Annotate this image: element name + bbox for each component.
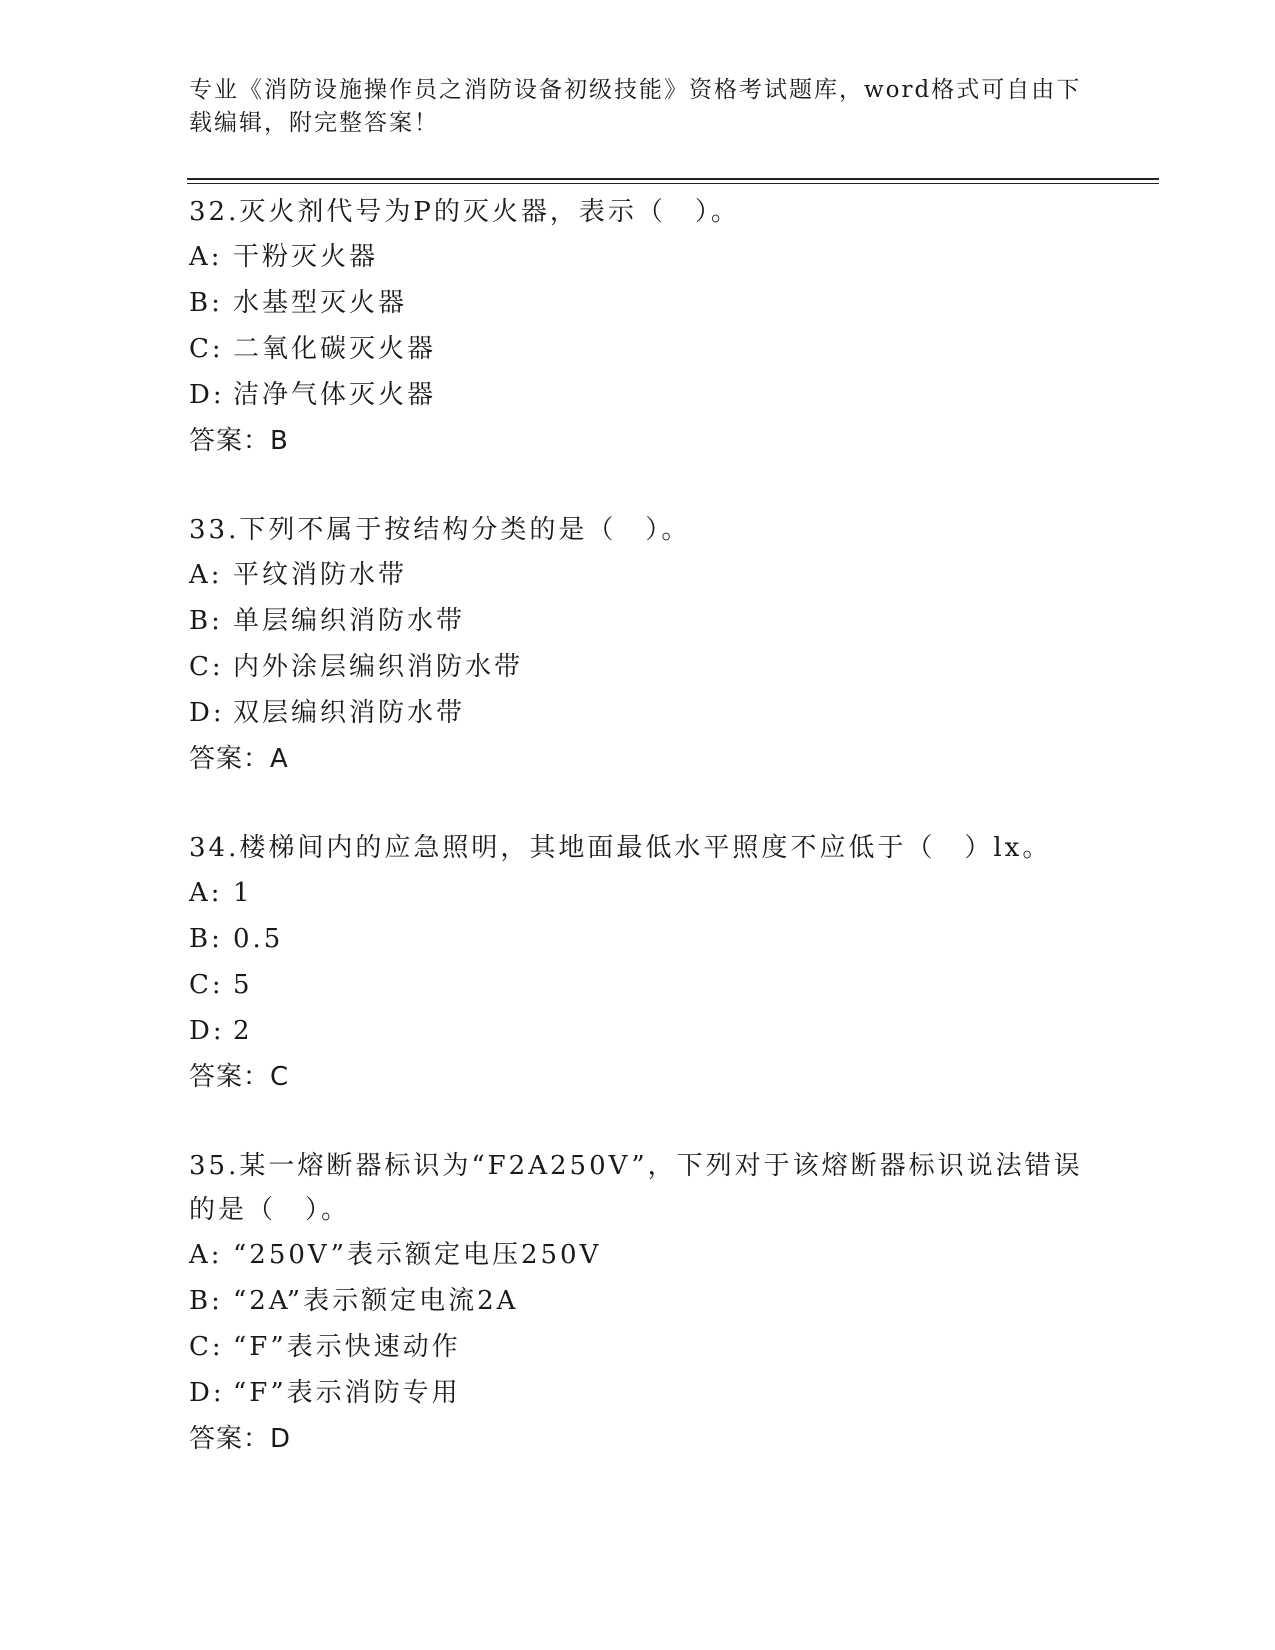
option-b xyxy=(189,280,1089,326)
option-letter: A: xyxy=(189,242,223,272)
option-text: 0.5 xyxy=(233,924,284,954)
option-text: 2 xyxy=(233,1016,253,1046)
option-b xyxy=(189,598,1089,644)
option-a xyxy=(189,234,1089,280)
option-text: 平纹消防水带 xyxy=(233,560,408,590)
header-divider xyxy=(187,178,1159,180)
option-text: “F”表示消防专用 xyxy=(233,1378,461,1408)
option-text: 5 xyxy=(233,970,253,1000)
option-text: “2A”表示额定电流2A xyxy=(233,1286,519,1316)
question-spacer xyxy=(189,1100,1089,1144)
option-letter: A: xyxy=(189,878,223,908)
answer: 答案：B xyxy=(189,426,289,456)
option-letter: D: xyxy=(189,380,225,410)
option-text: “F”表示快速动作 xyxy=(233,1332,461,1362)
option-b xyxy=(189,916,1089,962)
option-text: 单层编织消防水带 xyxy=(233,606,466,636)
option-text: 1 xyxy=(233,878,253,908)
option-c xyxy=(189,644,1089,690)
option-text: 二氧化碳灭火器 xyxy=(233,334,437,364)
question-stem: 33.下列不属于按结构分类的是（ ）。 xyxy=(189,515,691,545)
question-stem: 35.某一熔断器标识为“F2A250V”，下列对于该熔断器标识说法错误 xyxy=(189,1151,1083,1181)
option-c xyxy=(189,326,1089,372)
option-a xyxy=(189,1232,1089,1278)
question-stem: 32.灭火剂代号为P的灭火器，表示（ ）。 xyxy=(189,197,740,227)
option-c xyxy=(189,1324,1089,1370)
option-letter: A: xyxy=(189,1240,223,1270)
option-letter: C: xyxy=(189,334,224,364)
header-line-1: 专业《消防设施操作员之消防设备初级技能》资格考试题库，word格式可自由下 xyxy=(189,77,1082,103)
question-list xyxy=(189,190,1089,1462)
answer: 答案：D xyxy=(189,1424,292,1454)
option-text: 洁净气体灭火器 xyxy=(233,380,437,410)
option-letter: D: xyxy=(189,698,225,728)
option-letter: A: xyxy=(189,560,223,590)
question-spacer xyxy=(189,782,1089,826)
option-text: 双层编织消防水带 xyxy=(233,698,466,728)
option-text: “250V”表示额定电压250V xyxy=(233,1240,602,1270)
option-c xyxy=(189,962,1089,1008)
option-b xyxy=(189,1278,1089,1324)
option-letter: B: xyxy=(189,606,223,636)
header-line-2: 载编辑，附完整答案！ xyxy=(189,110,439,136)
option-d xyxy=(189,1008,1089,1054)
option-d xyxy=(189,372,1089,418)
option-letter: B: xyxy=(189,1286,223,1316)
question-spacer xyxy=(189,464,1089,508)
answer: 答案：C xyxy=(189,1062,290,1092)
question-34 xyxy=(189,826,1089,1100)
question-32 xyxy=(189,190,1089,464)
option-text: 干粉灭火器 xyxy=(233,242,379,272)
option-d xyxy=(189,690,1089,736)
option-letter: B: xyxy=(189,924,223,954)
question-stem-continued: 的是（ ）。 xyxy=(189,1195,351,1225)
header-divider-thin xyxy=(187,183,1159,184)
option-letter: D: xyxy=(189,1378,225,1408)
question-33 xyxy=(189,508,1089,782)
option-letter: D: xyxy=(189,1016,225,1046)
option-letter: C: xyxy=(189,1332,224,1362)
question-35 xyxy=(189,1144,1089,1462)
question-stem: 34.楼梯间内的应急照明，其地面最低水平照度不应低于（ ）lx。 xyxy=(189,833,1052,863)
option-text: 水基型灭火器 xyxy=(233,288,408,318)
option-text: 内外涂层编织消防水带 xyxy=(233,652,524,682)
option-a xyxy=(189,552,1089,598)
answer: 答案：A xyxy=(189,744,289,774)
document-header xyxy=(189,74,1089,140)
option-letter: B: xyxy=(189,288,223,318)
option-letter: C: xyxy=(189,970,224,1000)
option-letter: C: xyxy=(189,652,224,682)
option-d xyxy=(189,1370,1089,1416)
option-a xyxy=(189,870,1089,916)
